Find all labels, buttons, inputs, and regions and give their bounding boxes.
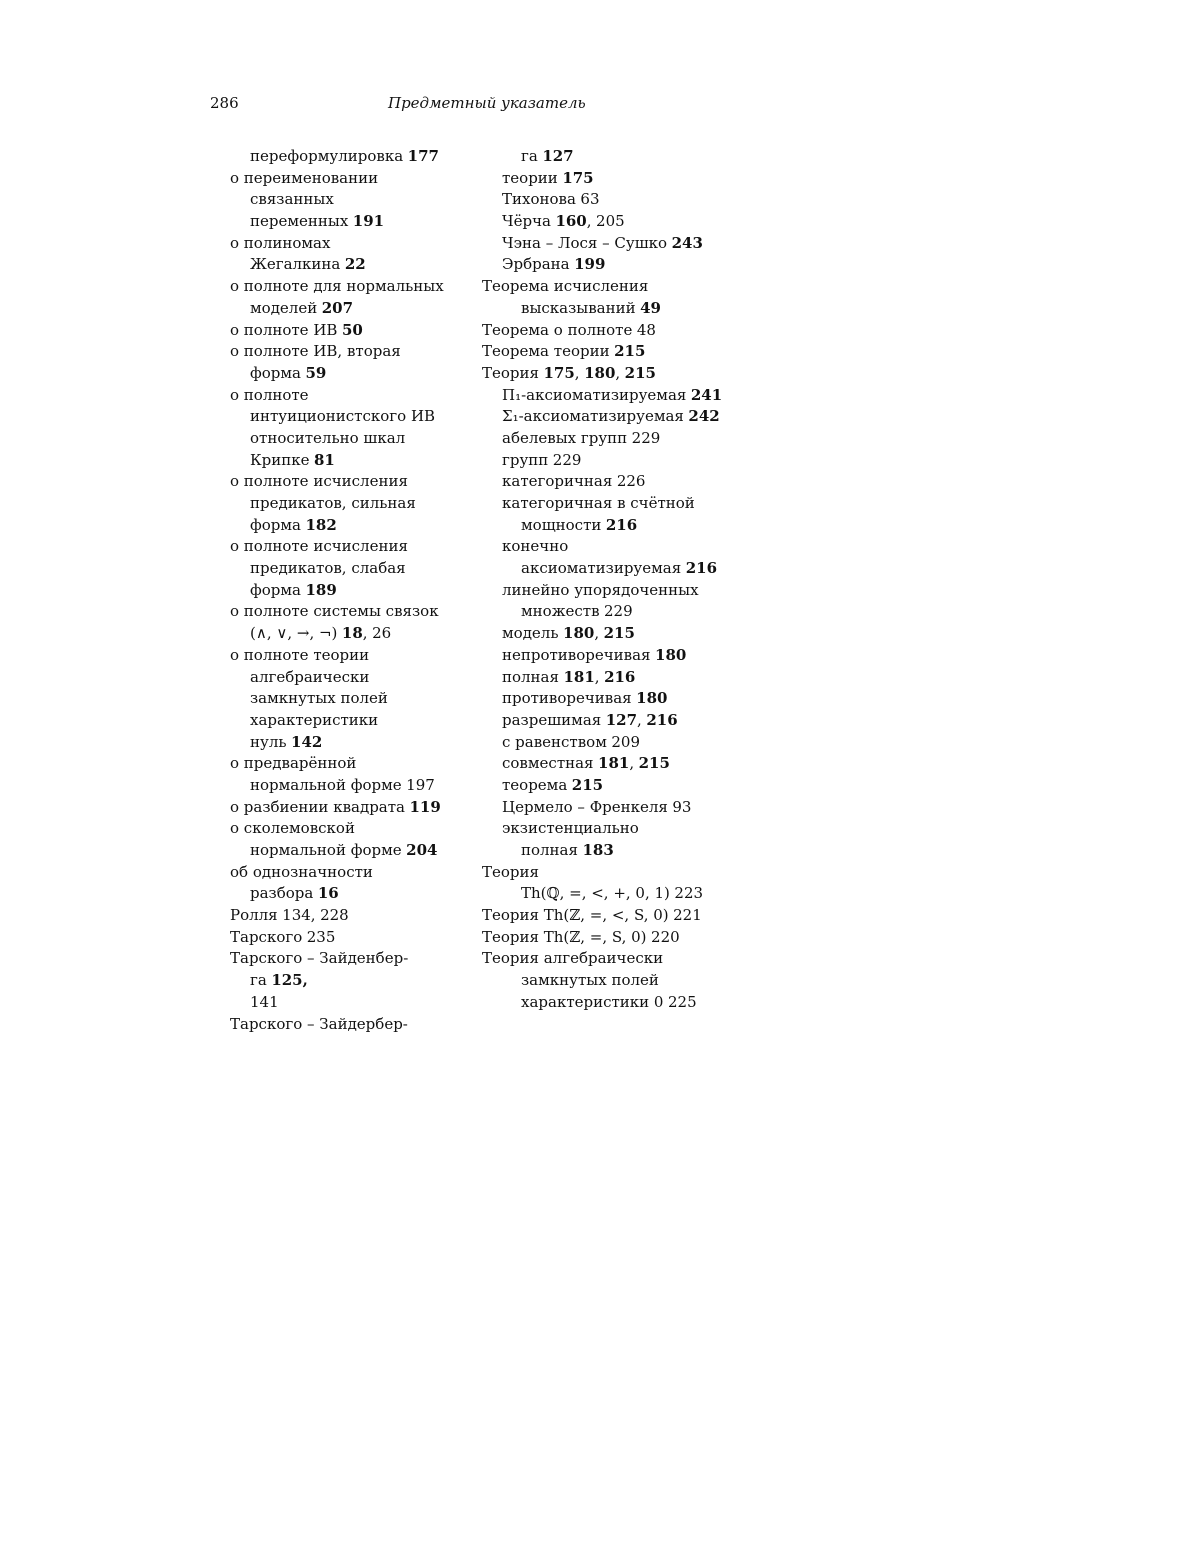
page-reference: 197 [406,775,435,794]
page-reference: 235 [306,927,336,946]
index-entry [482,732,762,754]
index-term: о переименовании [230,168,379,187]
index-entry: (∧, ∨, →, ¬) 18, 26 [250,624,392,643]
index-term: относительно шкал [250,428,406,447]
index-entry [482,320,762,342]
index-entry [230,992,480,1014]
index-term: га [521,147,538,165]
page-reference: 48 [636,320,656,339]
index-term: Эрбрана [502,255,570,274]
index-term: Цермело – Френкеля [502,797,668,816]
page-reference: 180 [563,624,595,643]
index-term: нормальной форме [250,841,402,859]
index-term: о полноте системы связок [230,602,439,621]
index-entry [482,233,762,255]
index-term: предикатов, сильная [250,494,416,512]
index-term: мощности [521,515,602,534]
index-term: о полноте ИВ, вторая [230,342,401,361]
index-column-left [230,146,480,1035]
index-entry [482,341,762,363]
index-term: алгебраически [250,667,370,686]
page-reference: 181 [598,754,630,773]
index-column-right [482,146,762,1014]
page-reference: 229 [552,450,582,469]
page-reference: 127 [605,710,638,729]
index-term: групп [502,450,549,469]
index-entry [482,883,762,905]
page-reference: 183 [582,841,614,859]
index-entry [230,385,480,407]
index-entry [482,146,762,168]
index-term: (∧, ∨, →, ¬) [250,624,338,643]
index-entry [482,189,762,211]
index-entry [482,493,762,515]
index-entry [230,883,480,905]
index-entry [482,536,762,558]
index-term: Теория алгебраически [482,949,664,968]
index-entry [230,818,480,840]
index-term: разбора [250,884,314,903]
page-reference: 160 [555,212,587,231]
page-reference: 175 [562,168,594,187]
index-entry [230,927,480,949]
index-entry: полная 181, 216 [502,667,636,686]
index-term: разрешимая [502,710,602,729]
index-term: множеств [521,602,600,621]
index-term: форма [250,363,301,382]
page-reference: 225 [667,992,697,1011]
index-term: Теорема о полноте [482,320,633,339]
page-reference: 191 [352,212,385,231]
index-entry [482,775,762,797]
index-entry [482,406,762,428]
index-entry [230,168,480,190]
page-reference: 180 [584,363,616,382]
page-reference: 49 [640,298,661,317]
index-entry: совместная 181, 215 [502,754,670,773]
index-entry [230,341,480,363]
page-reference: 119 [409,797,441,816]
index-term: об однозначности [230,862,373,881]
index-entry [230,233,480,255]
index-term: о разбиении квадрата [230,797,405,816]
index-entry [482,471,762,493]
index-term: аксиоматизируемая [521,559,682,578]
index-term: Тихонова [502,190,576,209]
page-reference: 59 [305,363,327,382]
page-reference: 93 [672,797,692,816]
page-reference: 215 [603,624,635,643]
index-term: Тарского – Зайдербер- [230,1014,408,1033]
index-term: конечно [502,537,569,556]
index-term: линейно упорядоченных [502,580,699,599]
index-entry [230,428,480,450]
index-entry [230,601,480,623]
page-reference: 229 [604,602,633,621]
page-reference: 204 [406,841,438,859]
index-entry [230,363,480,385]
page-reference: 180 [636,689,668,708]
index-term: интуиционистского ИВ [250,407,436,426]
index-entry [482,862,762,884]
index-entry [230,753,480,775]
index-term: с равенством [502,732,607,751]
index-entry [230,580,480,602]
index-term: Тарского [230,927,303,946]
index-term: форма [250,515,301,534]
page-reference: 50 [341,320,363,339]
index-entry [230,298,480,320]
index-term: Th(ℚ, =, <, +, 0, 1) [521,884,670,903]
index-term: Теорема теории [482,342,610,361]
page-reference: 243 [671,233,703,252]
page-reference: 142 [291,732,323,751]
index-term: Жегалкина [250,255,341,274]
index-term: о полноте исчисления [230,537,408,556]
page-reference: 16 [317,884,339,903]
index-term: о полноте теории [230,645,370,664]
index-term: модель [502,624,559,643]
index-entry [230,276,480,298]
index-term: замкнутых полей [250,689,388,708]
running-title: Предметный указатель [388,94,586,112]
page-reference: 182 [305,515,337,534]
index-term: о полноте для нормальных [230,277,444,296]
index-entry [230,732,480,754]
index-term: совместная [502,754,594,773]
page-reference: 241 [690,385,723,404]
index-entry: Ролля 134, 228 [230,906,349,925]
index-term: 141 [250,992,279,1011]
index-entry [230,797,480,819]
page-reference: 226 [616,472,646,491]
index-entry [482,840,762,862]
index-entry [230,536,480,558]
index-term: непротиворечивая [502,645,651,664]
index-entry [230,515,480,537]
page-reference: 125, [271,971,308,990]
index-entry [230,471,480,493]
index-entry [482,948,762,970]
page-reference: 63 [580,190,600,209]
index-term: о полноте [230,385,309,404]
index-term: Чёрча [502,212,551,231]
index-entry [482,385,762,407]
page-reference: 209 [611,732,641,751]
index-term: переменных [250,212,349,231]
page-reference: 216 [646,710,678,729]
index-term: характеристики [250,710,379,729]
page-reference: 223 [674,884,704,903]
index-term: Π₁-аксиоматизируемая [502,385,687,404]
page-reference: 127 [542,147,574,165]
page-reference: 215 [624,363,656,382]
index-entry [482,254,762,276]
index-term: теории [502,168,558,187]
index-entry [230,493,480,515]
index-term: противоречивая [502,689,632,708]
page-number: 286 [210,94,239,112]
index-term: Тарского – Зайденбер- [230,949,409,968]
index-term: о полноте ИВ [230,320,338,339]
index-term: Теория [482,363,539,382]
page-reference: 216 [605,515,638,534]
page-reference: 220 [651,927,680,946]
index-term: Теория [482,862,539,881]
index-entry [482,580,762,602]
index-entry [482,688,762,710]
index-entry [482,168,762,190]
index-entry [230,558,480,580]
index-term: форма [250,580,301,599]
index-entry [482,276,762,298]
index-entry [230,710,480,732]
page-reference: 207 [321,298,354,317]
index-term: Теорема исчисления [482,277,649,296]
page-reference: 242 [688,407,720,426]
index-entry [230,450,480,472]
page-reference: 180 [655,645,687,664]
page-reference: 215 [638,754,670,773]
index-entry [482,797,762,819]
index-entry [230,320,480,342]
index-entry [230,775,480,797]
index-entry [482,818,762,840]
page-reference: 22 [344,255,366,274]
page-reference: 134 [282,906,311,925]
index-entry [230,406,480,428]
index-entry [482,601,762,623]
page-reference: 216 [685,559,718,578]
page-reference: 175 [543,363,575,382]
index-term: полная [521,841,578,859]
index-entry [230,667,480,689]
page-reference: 81 [313,450,335,469]
page-reference: 26 [372,624,392,643]
index-term: Чэна – Лося – Сушко [502,233,668,252]
index-entry [482,558,762,580]
index-term: о полноте исчисления [230,472,408,491]
index-term: полная [502,667,559,686]
index-term: связанных [250,190,334,209]
index-term: абелевых групп [502,428,628,447]
index-entry [482,450,762,472]
index-entry [230,254,480,276]
index-entry [482,515,762,537]
page-reference: 18 [341,624,363,643]
index-term: категоричная в счётной [502,494,695,512]
index-entry [230,948,480,970]
index-entry [482,298,762,320]
page-header [210,94,730,118]
index-entry: Чёрча 160, 205 [502,212,625,231]
index-entry [230,1014,480,1036]
index-term: высказываний [521,298,636,317]
index-term: экзистенциально [502,819,639,838]
index-entry [230,645,480,667]
index-entry [482,927,762,949]
index-term: нуль [250,732,287,751]
index-entry [230,146,480,168]
index-entry [230,189,480,211]
page-reference: 215 [571,775,604,794]
index-term: Σ₁-аксиоматизируемая [502,407,684,426]
page-reference: 221 [673,906,702,925]
index-entry [230,862,480,884]
page-reference: 181 [563,667,595,686]
index-entry [230,840,480,862]
page-reference: 216 [604,667,636,686]
page-reference: 177 [407,147,439,165]
index-term: характеристики 0 [521,992,664,1011]
index-term: теорема [502,775,568,794]
index-term: моделей [250,298,318,317]
index-term: Крипке [250,450,310,469]
index-term: Теория Th(ℤ, =, <, S, 0) [482,906,669,925]
index-term: о полиномах [230,233,331,252]
index-entry [230,688,480,710]
page-reference: 199 [574,255,606,274]
index-term: переформулировка [250,147,404,165]
index-entry [482,428,762,450]
index-entry: Теория 175, 180, 215 [482,363,656,382]
index-term: Ролля [230,906,278,925]
page-reference: 205 [596,212,625,231]
index-entry [482,970,762,992]
page-reference: 229 [631,428,661,447]
index-term: Теория Th(ℤ, =, S, 0) [482,927,647,946]
page-reference: 215 [614,342,646,361]
index-term: предикатов, слабая [250,559,406,578]
index-term: о сколемовской [230,819,355,838]
index-entry [482,645,762,667]
index-entry [230,970,480,992]
index-entry [230,211,480,233]
index-term: га [250,971,267,990]
index-entry [482,992,762,1014]
index-entry: разрешимая 127, 216 [502,710,678,729]
index-term: замкнутых полей [521,971,659,990]
index-entry: модель 180, 215 [502,624,635,643]
index-term: о предварённой [230,754,357,773]
index-entry [482,905,762,927]
page-reference: 228 [320,906,349,925]
page-reference: 189 [305,580,337,599]
index-term: категоричная [502,472,613,491]
index-term: нормальной форме [250,775,402,794]
